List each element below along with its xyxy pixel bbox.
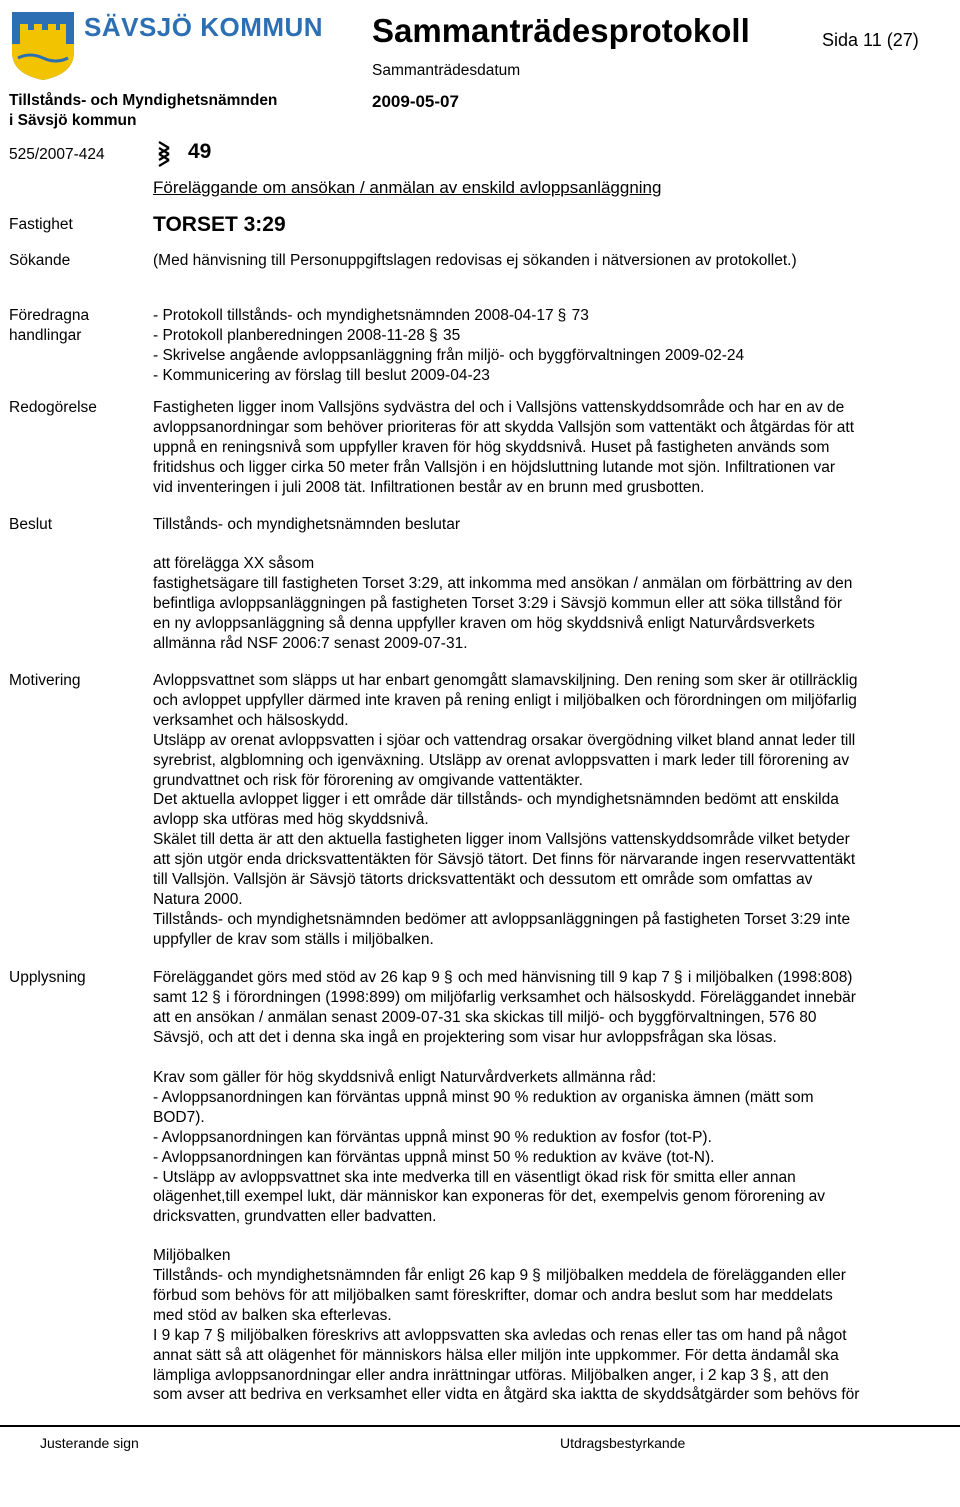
document-item: - Kommunicering av förslag till beslut 2009-04-23 (153, 367, 490, 384)
upplysning-text: miljöbalken meddela de förelägganden eller förbud som behövs för att miljöbalken samt föreskrifter, domar och andra beslut som har meddelats med stöd av balken ska efterlevas. (153, 1267, 846, 1324)
document-item (153, 306, 589, 326)
upplysning-text: Tillstånds- och myndighetsnämnden får enligt 26 kap 9 (153, 1267, 529, 1284)
property-value: TORSET 3:29 (153, 213, 286, 236)
section-sign-icon: § (673, 969, 683, 986)
upplysning-text: i förordningen (1998:899) om miljöfarlig verksamhet och hälsoskydd. Föreläggandet innebär att en ansökan / anmälan senast 2009-07-31 ska skickas till miljö- och byggförvaltningen, 576 80 Sävsjö, och att det i denna ska ingå en projektering som visar hur avloppsfrågan ska lösas. (153, 988, 856, 1046)
upplysning-text: I 9 kap 7 (153, 1326, 213, 1344)
motivering-label: Motivering (9, 672, 81, 689)
document-item-text: - Protokoll tillstånds- och myndighetsnämnden 2008-04-17 (153, 307, 554, 324)
paragraph-number: 49 (188, 140, 212, 163)
case-number: 525/2007-424 (9, 146, 105, 163)
beslut-text: att förelägga XX såsom fastighetsägare till fastigheten Torset 3:29, att inkomma med ansökan / anmälan om förbättring av den befintliga avloppsanläggningen på fastigheten Torset 3:29 i Sävsjö kommun eller att söka tillstånd för en ny avloppsanläggning så denna uppfyller kraven om hög skyddsnivå enligt Naturvårdsverkets allmänna råd NSF 2006:7 senast 2009-07-31. (153, 555, 853, 652)
section-sign-icon (153, 140, 175, 170)
section-sign-icon: § (762, 1366, 772, 1384)
committee-place: i Sävsjö kommun (9, 112, 137, 129)
document-item-paragraph: 35 (443, 327, 461, 344)
applicant-label: Sökande (9, 252, 71, 269)
applicant-value: (Med hänvisning till Personuppgiftslagen redovisas ej sökanden i nätversionen av protokollet.) (153, 252, 797, 269)
upplysning-label: Upplysning (9, 969, 86, 986)
redogorelse-label: Redogörelse (9, 399, 97, 416)
document-item-paragraph: 73 (571, 307, 589, 324)
case-subject: Föreläggande om ansökan / anmälan av enskild avloppsanläggning (153, 178, 662, 197)
footer-extract-label: Utdragsbestyrkande (560, 1435, 686, 1451)
meeting-date: 2009-05-07 (372, 92, 459, 111)
upplysning-paragraph-3 (153, 1266, 943, 1405)
upplysning-text: Föreläggandet görs med stöd av 26 kap 9 (153, 969, 440, 986)
savsjo-coat-of-arms-logo (8, 8, 78, 83)
footer-divider (0, 1425, 960, 1427)
beslut-label: Beslut (9, 516, 53, 533)
section-sign-icon: § (443, 969, 453, 986)
document-item: - Skrivelse angående avloppsanläggning från miljö- och byggförvaltningen 2009-02-24 (153, 347, 745, 364)
redogorelse-text: Fastigheten ligger inom Vallsjöns sydvästra del och i Vallsjöns vattenskyddsområde och har en av de avloppsanordningar som behöver prioriteras för att skydda Vallsjön som vattentäkt och åtgärdas för att uppnå en reningsnivå som uppfyller kraven för hög skyddsnivå. Huset på fastigheten används som fritidshus och ligger cirka 50 meter från Vallsjön i en höjdsluttning lutande mot sjön. Infiltrationen var vid inventeringen i juli 2008 tät. Infiltrationen består av en brunn med grusbotten. (153, 399, 855, 496)
upplysning-text: miljöbalken föreskrivs att avloppsvatten ska avledas och renas eller tas om hand på något annat sätt så att olägenhet för människors hälsa eller miljön inte uppkommer. För detta ändamål ska lämpliga avloppsanordningar eller andra inrättningar utföras. Miljöbalken anger, i 2 kap 3 (153, 1326, 847, 1384)
document-item (153, 326, 460, 346)
section-sign-icon: § (429, 327, 438, 344)
document-title: Sammanträdesprotokoll (372, 12, 750, 49)
upplysning-text: samt 12 (153, 988, 209, 1006)
documents-label-line2: handlingar (9, 327, 82, 344)
upplysning-text: och med hänvisning till 9 kap 7 (457, 969, 670, 986)
meeting-date-label: Sammanträdesdatum (372, 62, 521, 79)
document-item-text: - Protokoll planberedningen 2008-11-28 (153, 327, 426, 344)
upplysning-paragraph-2: Krav som gäller för hög skyddsnivå enligt Naturvårdverkets allmänna råd: - Avloppsanordningen kan förväntas uppnå minst 90 % reduktion av organiska ämnen (mätt som BOD7). - Avloppsanordningen kan förväntas uppnå minst 90 % reduktion av fosfor (tot-P). - Avloppsanordningen kan förväntas uppnå minst 50 % reduktion av kväve (tot-N). - Utsläpp av avloppsvattnet ska inte medverka till en väsentligt ökad risk för smitta eller annan olägenhet,till exempel lukt, där människor kan exponeras för det, exempelvis genom förorening av dricksvatten, grundvatten eller badvatten. (153, 1069, 826, 1226)
committee-name: Tillstånds- och Myndighetsnämnden (9, 92, 278, 109)
documents-label-line1: Föredragna (9, 307, 90, 324)
upplysning-text: , att den som avser att bedriva en verksamhet eller vidta en åtgärd ska iaktta de skyddsåtgärder som behövs för (153, 1366, 860, 1404)
section-sign-icon: § (216, 1326, 226, 1344)
upplysning-paragraph-1 (153, 968, 943, 1048)
page-number: Sida 11 (27) (822, 30, 919, 50)
section-sign-icon: § (557, 307, 567, 324)
section-sign-icon: § (212, 988, 221, 1006)
miljobalken-title: Miljöbalken (153, 1247, 231, 1264)
beslut-intro: Tillstånds- och myndighetsnämnden beslutar (153, 516, 461, 533)
footer-sign-label: Justerande sign (40, 1435, 139, 1451)
section-sign-icon: § (532, 1267, 541, 1284)
motivering-text: Avloppsvattnet som släpps ut har enbart genomgått slamavskiljning. Den rening som sker är otillräcklig och avloppet uppfyller därmed inte kraven på rening enligt i miljöbalken och förordningen om miljöfarlig verksamhet och hälsoskydd. Utsläpp av orenat avloppsvatten i sjöar och vattendrag orsakar övergödning vilket bland annat leder till syrebrist, algblomning och igenväxning. Utsläpp av orenat avloppsvatten i mark leder till förorening av grundvattnet och risk för förorening av omgivande vattentäkter. Det aktuella avloppet ligger i ett område där tillstånds- och myndighetsnämnden bedömt att enskilda avlopp ska utföras med hög skyddsnivå. Skälet till detta är att den aktuella fastigheten ligger inom Vallsjöns vattenskyddsområde vilket betyder att sjön utgör enda dricksvattentäkten för Sävsjö tätort. Det finns för närvarande ingen reservvattentäkt till Vallsjön. Vallsjön är Sävsjö tätorts dricksvattentäkt och dessutom ett område som omfattas av Natura 2000. Tillstånds- och myndighetsnämnden bedömer att avloppsanläggningen på fastigheten Torset 3:29 inte uppfyller de krav som ställs i miljöbalken. (153, 672, 858, 948)
upplysning-text: i miljöbalken (1998:808) (687, 969, 853, 986)
property-label: Fastighet (9, 216, 73, 233)
municipality-brand: SÄVSJÖ KOMMUN (84, 12, 324, 42)
